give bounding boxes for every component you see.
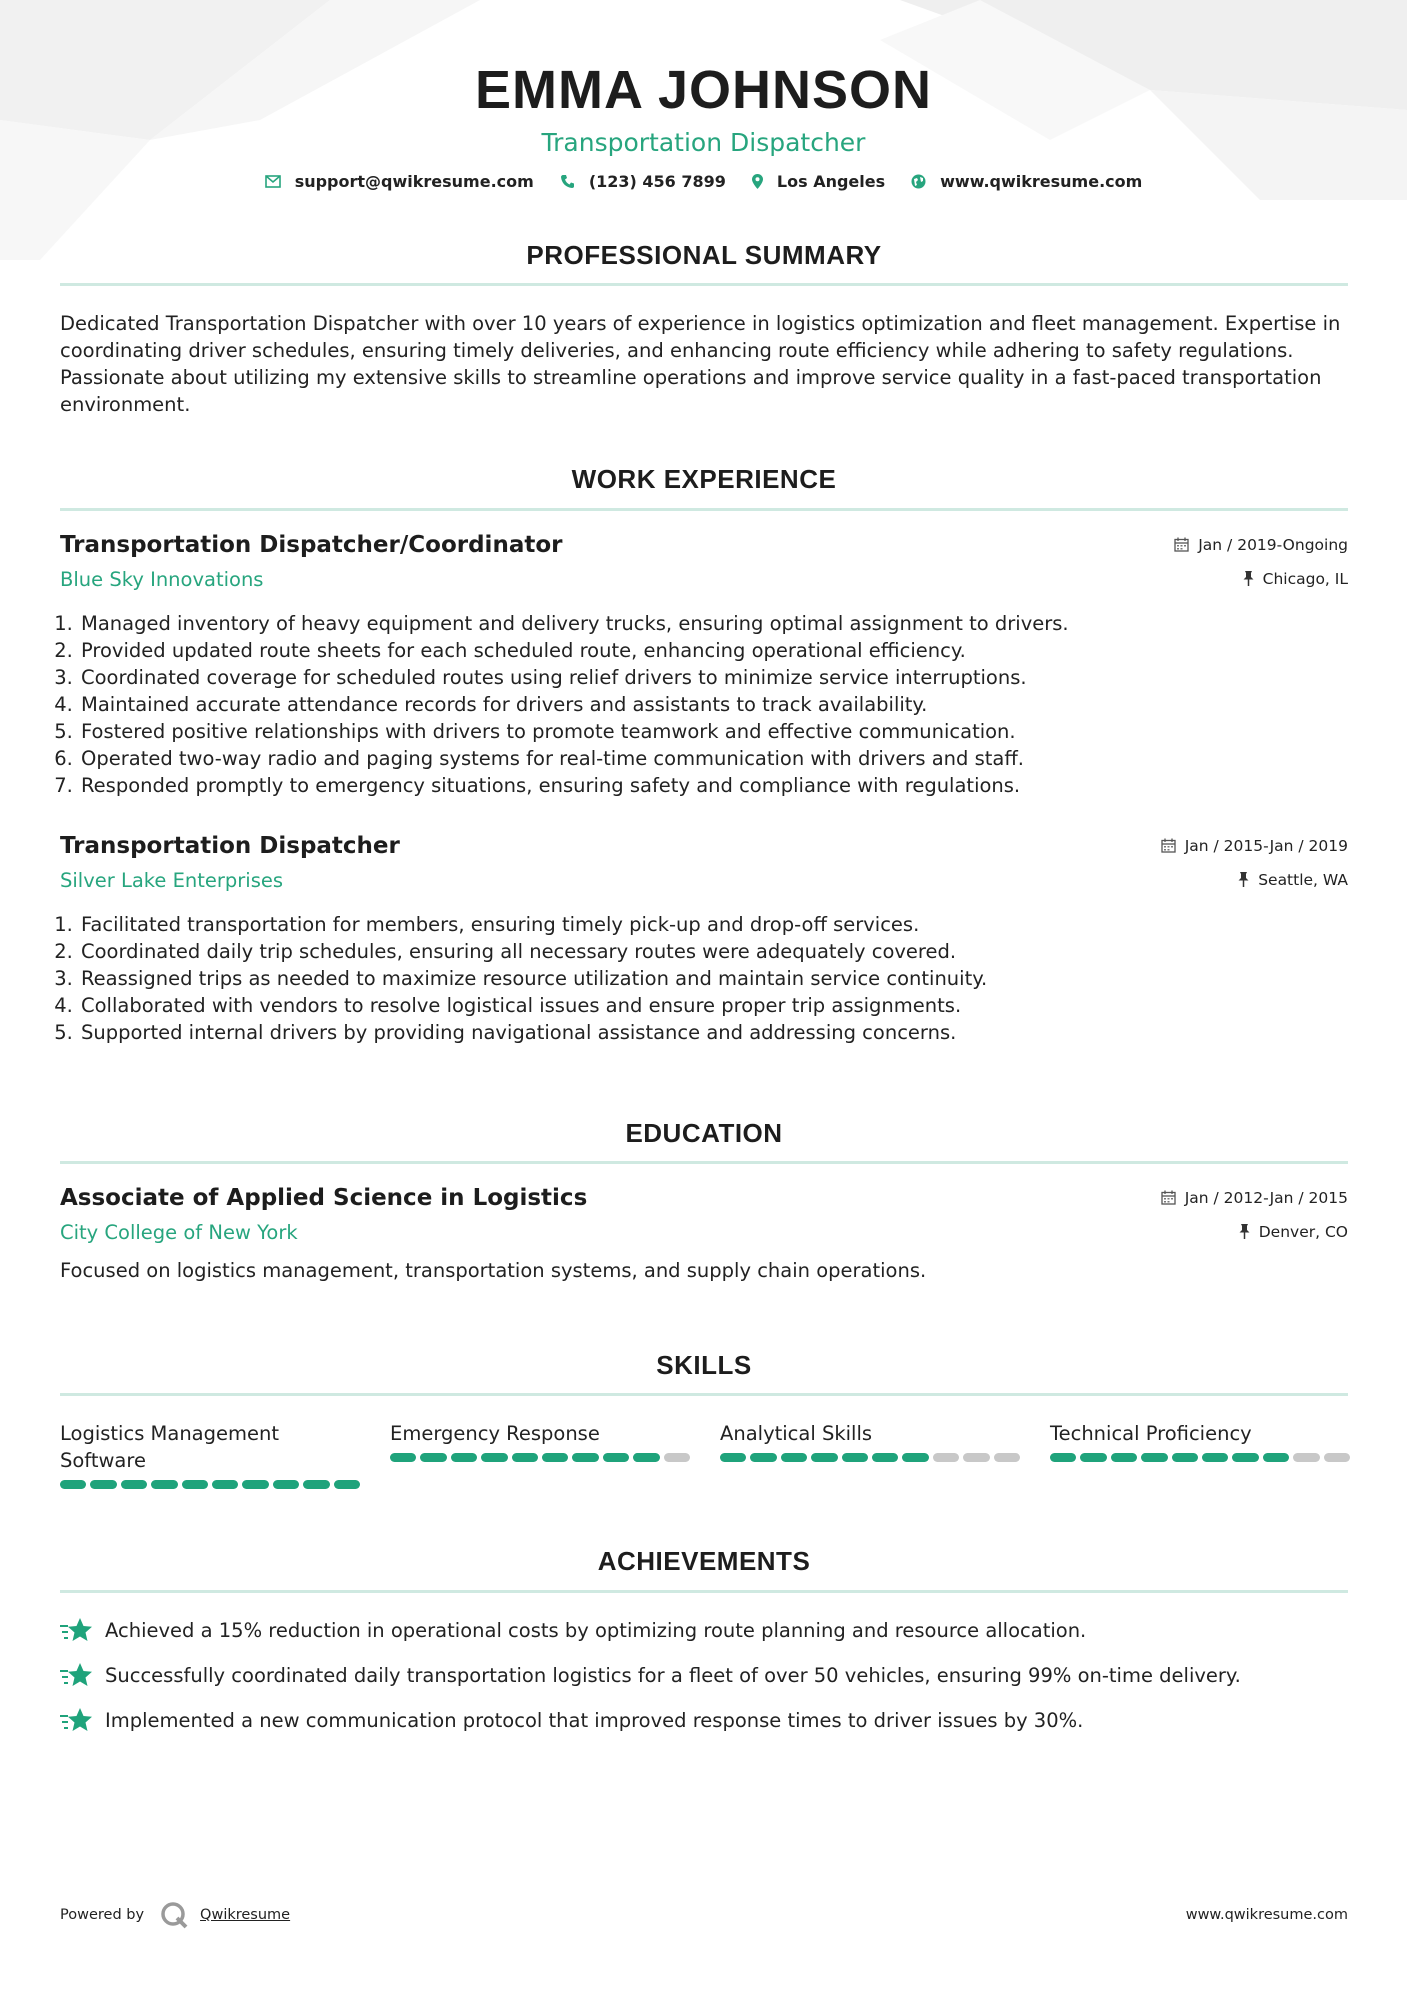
skill-segment-filled xyxy=(1202,1453,1228,1462)
list-item: 4. Maintained accurate attendance records for drivers and assistants to track availability. xyxy=(79,691,1348,718)
skill-segment-filled xyxy=(273,1480,299,1489)
education-heading: EDUCATION xyxy=(625,1118,783,1148)
education-location-text: Denver, CO xyxy=(1258,1222,1348,1241)
list-item: 1. Managed inventory of heavy equipment and delivery trucks, ensuring optimal assignment to drivers. xyxy=(79,610,1348,637)
education-divider xyxy=(60,1161,1348,1164)
skill-segment-filled xyxy=(481,1453,507,1462)
contact-phone[interactable] xyxy=(560,172,726,191)
skill-segment-filled xyxy=(303,1480,329,1489)
skill-item xyxy=(390,1420,690,1489)
education-description: Focused on logistics management, transportation systems, and supply chain operations. xyxy=(60,1259,927,1282)
globe-icon xyxy=(911,174,926,189)
skill-segment-filled xyxy=(182,1480,208,1489)
skill-segment-filled xyxy=(720,1453,746,1462)
skill-segment-filled xyxy=(121,1480,147,1489)
candidate-name: EMMA JOHNSON xyxy=(474,60,933,120)
star-icon xyxy=(60,1617,93,1643)
skill-segment-filled xyxy=(1141,1453,1167,1462)
skills-list xyxy=(60,1420,1350,1489)
skill-segment-filled xyxy=(572,1453,598,1462)
skill-segment-filled xyxy=(1232,1453,1258,1462)
location-text: Los Angeles xyxy=(776,172,886,191)
footer-website-link[interactable]: www.qwikresume.com xyxy=(1185,1907,1348,1923)
resume-header xyxy=(0,56,1407,160)
job-company: Blue Sky Innovations xyxy=(60,568,264,591)
website-text: www.qwikresume.com xyxy=(940,172,1143,191)
achievement-item xyxy=(60,1662,1350,1688)
education-location xyxy=(1239,1223,1348,1241)
powered-by-label: Powered by xyxy=(60,1907,145,1923)
skill-segment-filled xyxy=(451,1453,477,1462)
skill-segment-filled xyxy=(390,1453,416,1462)
skill-label: Logistics Management Software xyxy=(60,1422,280,1472)
skill-meter xyxy=(60,1480,360,1489)
candidate-role: Transportation Dispatcher xyxy=(541,128,866,157)
education-dates xyxy=(1161,1189,1348,1207)
list-item: 4. Collaborated with vendors to resolve logistical issues and ensure proper trip assignments. xyxy=(79,992,1348,1019)
job-title: Transportation Dispatcher xyxy=(60,833,400,859)
job-entry xyxy=(60,532,1348,799)
skill-meter xyxy=(720,1453,1020,1462)
job-title: Transportation Dispatcher/Coordinator xyxy=(60,532,563,558)
skill-segment-filled xyxy=(633,1453,659,1462)
job-bullets xyxy=(60,911,1348,1046)
job-company: Silver Lake Enterprises xyxy=(60,869,284,892)
job-dates xyxy=(1161,837,1348,855)
list-item: 3. Reassigned trips as needed to maximize resource utilization and maintain service continuity. xyxy=(79,965,1348,992)
skills-heading: SKILLS xyxy=(656,1350,752,1380)
skill-segment-filled xyxy=(542,1453,568,1462)
page-footer xyxy=(60,1901,1348,1929)
summary-heading: PROFESSIONAL SUMMARY xyxy=(526,240,882,270)
skill-meter xyxy=(390,1453,690,1462)
calendar-icon xyxy=(1161,1190,1176,1205)
list-item: 2. Provided updated route sheets for each scheduled route, enhancing operational efficiency. xyxy=(79,637,1348,664)
list-item: 5. Supported internal drivers by providing navigational assistance and addressing concerns. xyxy=(79,1019,1348,1046)
summary-text: Dedicated Transportation Dispatcher with over 10 years of experience in logistics optimization and fleet management. Expertise in coordinating driver schedules, ensuring timely deliveries, and enhancing route efficiency while adhering to safety regulations. Passionate about utilizing my extensive skills to streamline operations and improve service quality in a fast-paced transportation environment. xyxy=(60,312,1341,416)
job-bullets xyxy=(60,610,1348,799)
skill-segment-filled xyxy=(872,1453,898,1462)
skill-segment-filled xyxy=(1172,1453,1198,1462)
experience-divider xyxy=(60,508,1348,511)
skill-item xyxy=(720,1420,1020,1489)
skill-segment-empty xyxy=(1324,1453,1350,1462)
skills-divider xyxy=(60,1393,1348,1396)
skill-segment-empty xyxy=(1293,1453,1319,1462)
star-icon xyxy=(60,1707,93,1733)
summary-divider xyxy=(60,283,1348,286)
skill-segment-filled xyxy=(781,1453,807,1462)
list-item: 3. Coordinated coverage for scheduled routes using relief drivers to minimize service interruptions. xyxy=(79,664,1348,691)
job-location xyxy=(1238,871,1348,889)
list-item: 2. Coordinated daily trip schedules, ensuring all necessary routes were adequately covered. xyxy=(79,938,1348,965)
skill-segment-empty xyxy=(933,1453,959,1462)
skill-item xyxy=(1050,1420,1350,1489)
job-entry xyxy=(60,833,1348,1046)
job-dates-text: Jan / 2019-Ongoing xyxy=(1198,535,1348,554)
skill-label: Technical Proficiency xyxy=(1050,1422,1252,1445)
skill-segment-filled xyxy=(811,1453,837,1462)
list-item: 1. Facilitated transportation for members, ensuring timely pick-up and drop-off services. xyxy=(79,911,1348,938)
achievement-item xyxy=(60,1707,1350,1733)
skill-segment-filled xyxy=(151,1480,177,1489)
phone-icon xyxy=(560,174,575,189)
skill-segment-filled xyxy=(90,1480,116,1489)
skill-segment-filled xyxy=(1050,1453,1076,1462)
map-marker-icon xyxy=(752,174,763,189)
skill-meter xyxy=(1050,1453,1350,1462)
skill-segment-filled xyxy=(334,1480,360,1489)
job-location-text: Seattle, WA xyxy=(1258,870,1348,889)
skill-segment-filled xyxy=(1111,1453,1137,1462)
skill-segment-filled xyxy=(420,1453,446,1462)
school-name: City College of New York xyxy=(60,1221,298,1244)
pushpin-icon xyxy=(1239,1224,1250,1239)
achievement-item xyxy=(60,1617,1350,1643)
star-icon xyxy=(60,1662,93,1688)
pushpin-icon xyxy=(1243,571,1254,586)
contact-email[interactable] xyxy=(265,172,534,191)
skill-label: Analytical Skills xyxy=(720,1422,873,1445)
skill-label: Emergency Response xyxy=(390,1422,600,1445)
job-dates-text: Jan / 2015-Jan / 2019 xyxy=(1184,836,1348,855)
qwikresume-logo-icon xyxy=(160,1901,188,1929)
calendar-icon xyxy=(1174,537,1189,552)
job-dates xyxy=(1174,536,1348,554)
achievements-heading: ACHIEVEMENTS xyxy=(597,1546,811,1576)
calendar-icon xyxy=(1161,838,1176,853)
skill-segment-filled xyxy=(842,1453,868,1462)
achievement-text: Successfully coordinated daily transportation logistics for a fleet of over 50 vehicles, ensuring 99% on-time delivery. xyxy=(105,1663,1241,1687)
contact-bar xyxy=(0,172,1407,191)
education-dates-text: Jan / 2012-Jan / 2015 xyxy=(1184,1188,1348,1207)
achievement-text: Implemented a new communication protocol that improved response times to driver issues by 30%. xyxy=(105,1708,1084,1732)
brand-link[interactable]: Qwikresume xyxy=(200,1907,291,1923)
skill-segment-empty xyxy=(664,1453,690,1462)
skill-item xyxy=(60,1420,360,1489)
skill-segment-filled xyxy=(603,1453,629,1462)
skill-segment-filled xyxy=(212,1480,238,1489)
list-item: 7. Responded promptly to emergency situations, ensuring safety and compliance with regulations. xyxy=(79,772,1348,799)
achievements-divider xyxy=(60,1590,1348,1593)
degree-title: Associate of Applied Science in Logistics xyxy=(60,1185,588,1211)
skill-segment-filled xyxy=(902,1453,928,1462)
skill-segment-filled xyxy=(242,1480,268,1489)
skill-segment-empty xyxy=(994,1453,1020,1462)
skill-segment-empty xyxy=(963,1453,989,1462)
job-location xyxy=(1243,570,1348,588)
skill-segment-filled xyxy=(1080,1453,1106,1462)
phone-text: (123) 456 7899 xyxy=(588,172,726,191)
skill-segment-filled xyxy=(750,1453,776,1462)
email-text: support@qwikresume.com xyxy=(294,172,534,191)
skill-segment-filled xyxy=(60,1480,86,1489)
pushpin-icon xyxy=(1238,872,1249,887)
contact-website[interactable] xyxy=(911,172,1142,191)
envelope-icon xyxy=(265,175,281,188)
achievement-text: Achieved a 15% reduction in operational costs by optimizing route planning and resource allocation. xyxy=(105,1618,1087,1642)
skill-segment-filled xyxy=(512,1453,538,1462)
skill-segment-filled xyxy=(1263,1453,1289,1462)
education-entry xyxy=(60,1185,1348,1284)
experience-heading: WORK EXPERIENCE xyxy=(571,464,837,494)
list-item: 6. Operated two-way radio and paging systems for real-time communication with drivers and staff. xyxy=(79,745,1348,772)
job-location-text: Chicago, IL xyxy=(1262,569,1348,588)
contact-location xyxy=(752,172,885,191)
list-item: 5. Fostered positive relationships with drivers to promote teamwork and effective communication. xyxy=(79,718,1348,745)
